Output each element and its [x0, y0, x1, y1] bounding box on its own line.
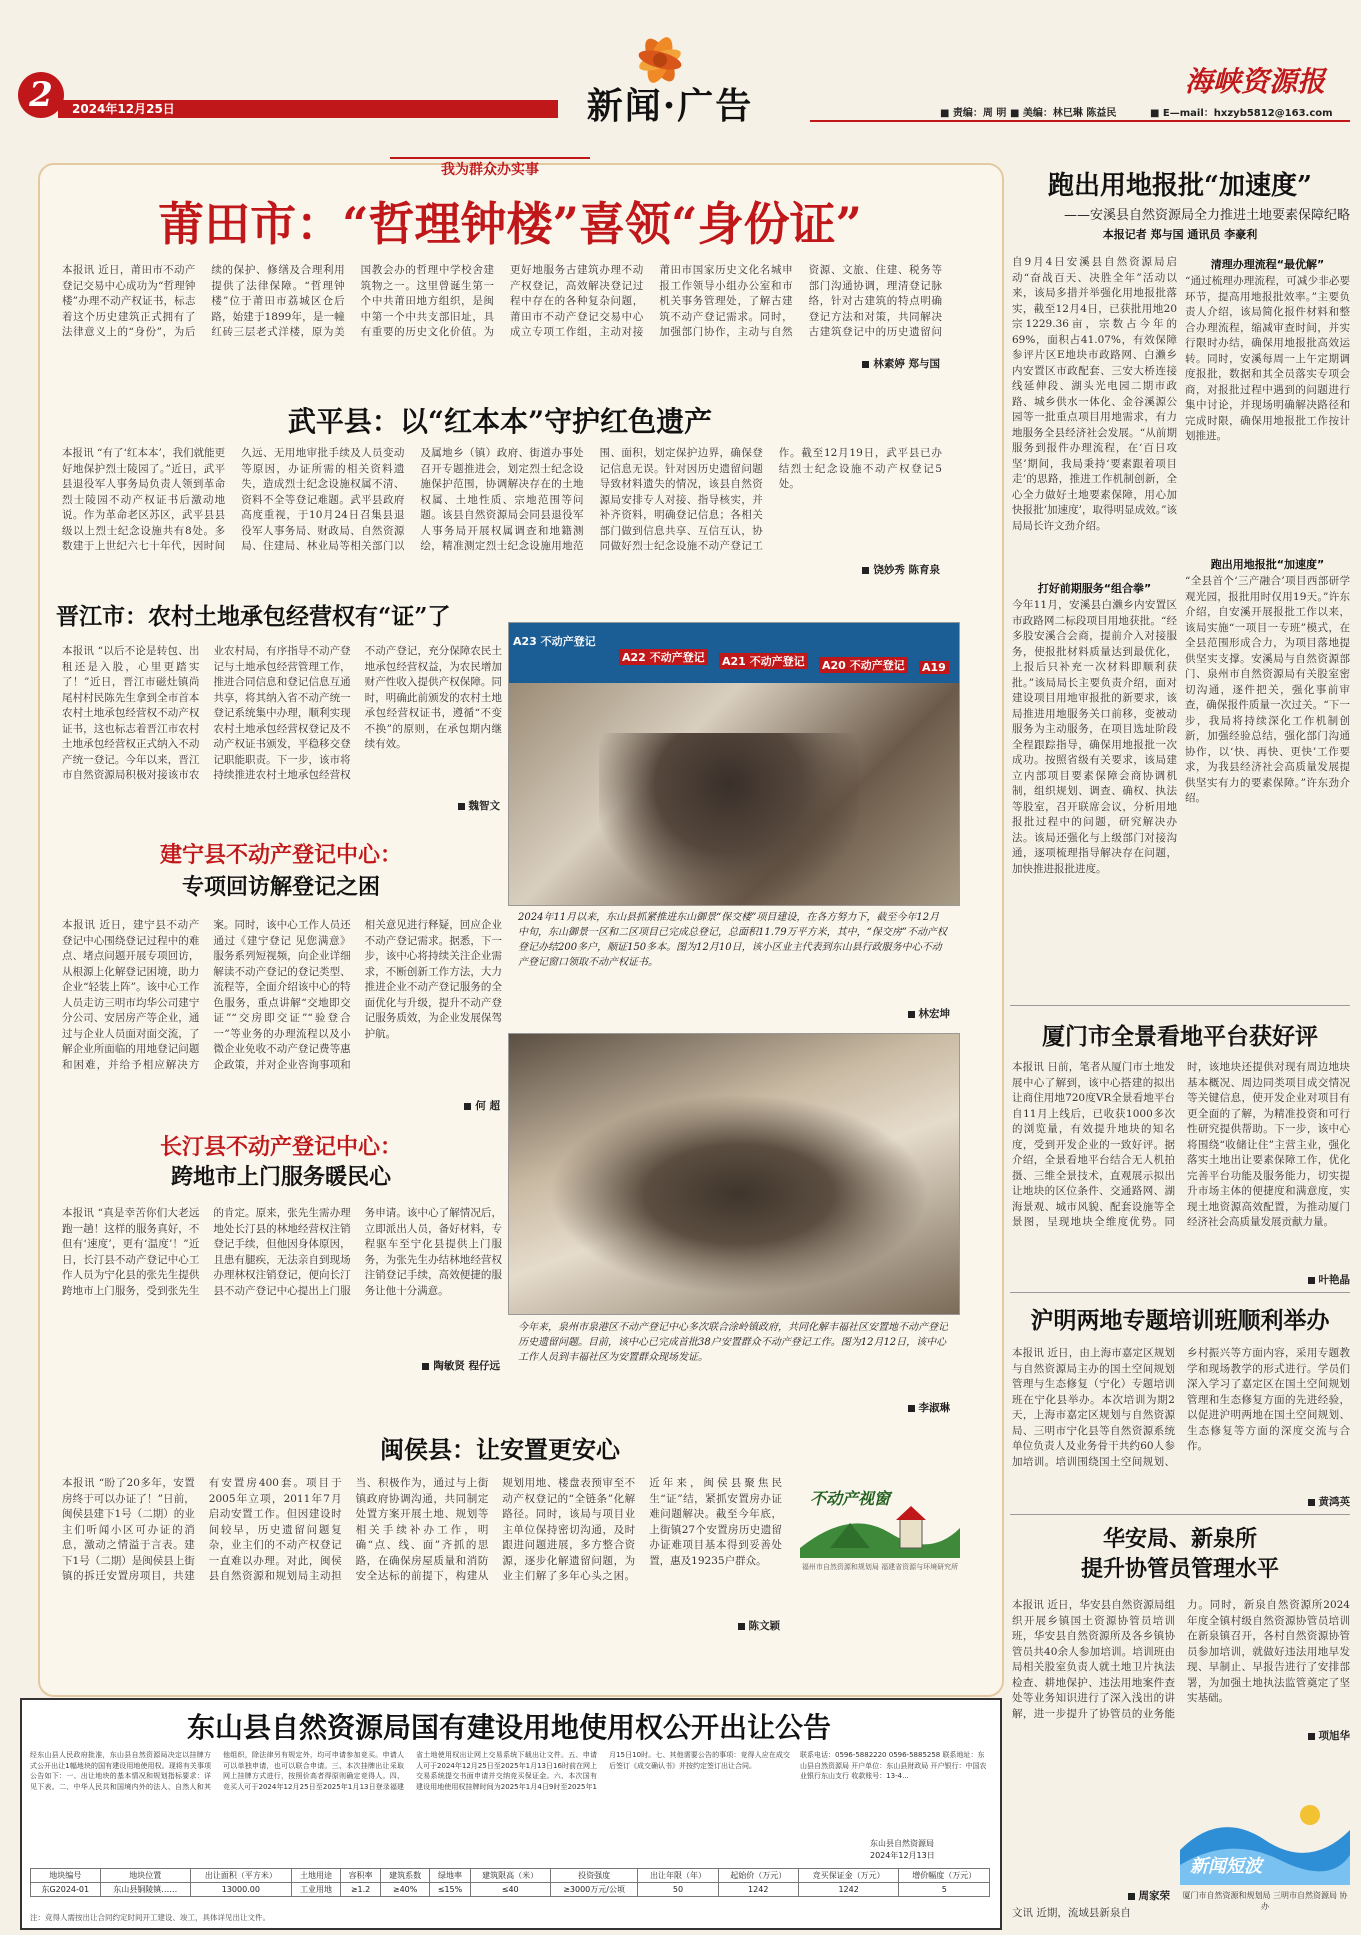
banner-box — [390, 157, 590, 181]
article-wuping-byline: 饶妙秀 陈育泉 — [780, 562, 940, 577]
right-article-xiamen-body: 本报讯 日前，笔者从厦门市土地发展中心了解到，该中心搭建的拟出让商住用地720度VR全景看地平台自11月上线后，已收获1000多次的浏览量，有效提升地块的知名度，受到开发企业的一致好评。据介绍，全景看地平台结合无人机拍摄、三维全景技术，直观展示拟出让地块的区位条件、交通路网、湖海景观、城市风貌、配套设施等全景图，呈现地块全维度优势。同时，该地块还提供对现有周边地块基本概况、周边同类项目成交情况等关键信息，使开发企业对项目有更全面的了解，为精准投资和可行性研究提供帮助。下一步，该中心将围绕“收储让住”主营主业，强化落实土地出让要素保障工作，优化完善平台功能及服务能力，切实提升市场主体的便捷度和满意度，实现土地资源高效配置，为推动厦门经济社会高质量发展贡献力量。 — [1012, 1061, 1350, 1228]
article-changting-body: 本报讯 “真是幸苦你们大老远跑一趟！这样的服务真好，不但有‘速度’，更有‘温度’！”近日，长汀县不动产登记中心工作人员为宁化县的张先生提供跨地市上门服务，受到张先生的肯定。原来，张先生需办理地处长汀县的林地经营权注销登记手续，但他因身体原因，且患有腿疾，无法亲自到现场办理林权注销登记，便向长汀县不动产登记中心提出上门服务申请。该中心了解情况后，立即派出人员，备好材料，专程驱车至宁化县提供上门服务，为张先生办结林地经营权注销登记手续，高效便捷的服务让他十分满意。 — [62, 1207, 502, 1297]
masthead — [0, 0, 1361, 130]
notice-table-header: 建筑限高（米） — [470, 1869, 550, 1883]
notice-table-cell: 工业用地 — [291, 1883, 341, 1897]
column-logo — [790, 1478, 970, 1598]
sign-a19: A19 — [919, 661, 949, 674]
article-minhou-title: 闽侯县：让安置更安心 — [380, 1435, 620, 1464]
notice-table-cell: 1242 — [798, 1883, 899, 1897]
notice-body: 经东山县人民政府批准，东山县自然资源局决定以挂牌方式公开出让1幅地块的国有建设用地使用权。现将有关事项公告如下：一、出让地块的基本情况和规划指标要求：详见下表。二、中华人民共和国境内外的法人、自然人和其他组织，除法律另有规定外，均可申请参加竞买。申请人可以单独申请，也可以联合申请。三、本次挂牌出让采取网上挂牌方式进行，按照价高者得原则确定竞得人。四、竞买人可于2024年12月25日至2025年1月13日登录福建省土地使用权出让网上交易系统下载出让文件。五、申请人可于2024年12月25日至2025年1月13日16时前在网上交易系统提交书面申请并交纳竞买保证金。六、本次国有建设用地使用权挂牌时间为2025年1月4日9时至2025年1月15日10时。七、其他需要公告的事项：竞得人应在成交后签订《成交确认书》并按约定签订出让合同。 — [30, 1751, 790, 1791]
right-article-anxi-title: 跑出用地报批“加速度” — [1048, 171, 1312, 201]
notice-table-header: 投资强度 — [550, 1869, 638, 1883]
article-jinjiang-body: 本报讯 “以后不论是转包、出租还是入股，心里更踏实了！”近日，晋江市磁灶镇尚尾村村民陈先生拿到全市首本农村土地承包经营权不动产权证书，这也标志着晋江市农村土地承包经营权正式纳入不动产统一登记。今年以来，晋江市自然资源局积极对接该市农业农村局，有序指导不动产登记与土地承包经营管理工作，推进合同信息和登记信息互通共享，将其纳入省不动产统一登记系统集中办理，顺利实现农村土地承包经营权登记及不动产权证书颁发，平稳移交登记职能职责。下一步，该市将持续推进农村土地承包经营权不动产登记，充分保障农民土地承包经营权益，为农民增加财产性收入提供产权保障。同时，明确此前颁发的农村土地承包经营权证书，遵循“不变不换”的原则，在承包期内继续有效。 — [62, 645, 502, 781]
notice-table-header: 起始价（万元） — [718, 1869, 798, 1883]
right-article-anxi-body-3: “通过梳理办理流程，可减少非必要环节，提高用地报批效率。”主要负责人介绍，该局简化报件材料和整合办理流程，缩减审查时间，并实行限时办结，确保用地报批高效运转。同时，安溪每周一上午定期调度报批，数据和其全员落实专项会商，对报批过程中遇到的问题进行集中讨论，并现场明确解决路径和完成时限，确保用地报批工作按计划推进。 — [1185, 275, 1350, 442]
right-article-huming-title: 沪明两地专题培训班顺利举办 — [1030, 1307, 1330, 1334]
section-title: 新闻·广告 — [586, 85, 754, 127]
notice-contact: 联系电话：0596-5882220 0596-5885258 联系地址：东山县自然资源局 开户单位：东山县财政局 开户银行：中国农业银行东山支行 收款账号：13-4... — [800, 1751, 987, 1780]
right-article-huaan-tail: 文讯 近期，流域县新泉自 — [1012, 1907, 1131, 1919]
article-jinjiang-byline: 魏智文 — [380, 798, 500, 813]
right-article-anxi-subhead-3: 跑出用地报批“加速度” — [1210, 558, 1325, 571]
photo-onsite-caption: 今年来，泉州市泉港区不动产登记中心多次联合涂岭镇政府，共同化解丰福社区安置地不动产登记历史遗留问题。目前，该中心已完成首批38户安置群众不动产登记工作。图为12月12日，该中心工作人员到丰福社区为安置群众现场发证。 — [518, 1322, 948, 1363]
date-text: 2024年12月25日 — [72, 102, 175, 116]
right-article-huaan-title-2: 提升协管员管理水平 — [1080, 1556, 1279, 1582]
divider-2 — [1010, 1292, 1350, 1293]
notice-table-header: 出让面积（平方米） — [191, 1869, 292, 1883]
notice-signature: 东山县自然资源局 — [870, 1839, 934, 1848]
article-changting-title-1: 长汀县不动产登记中心： — [159, 1134, 402, 1160]
right-article-anxi-subhead-1: 打好前期服务“组合拳” — [1037, 582, 1152, 595]
notice-table-cell: ≥1.2 — [341, 1883, 380, 1897]
article-changting-byline: 陶敏贤 程仔远 — [360, 1358, 500, 1373]
email-credit: ■ E—mail：hxzyb5812@163.com — [1150, 108, 1333, 119]
photo-certificate-caption: 2024年11月以来，东山县抓紧推进东山御景“保交楼”项目建设，在各方努力下，截至今年12月中旬，东山御景一区和二区项目已完成总登记，总面积11.79万平方米，其中，“保交房”不动产权登记办结200多户，顺证150多本。图为12月10日，该小区业主代表到东山县行政服务中心不动产登记窗口领取不动产权证书。 — [518, 912, 947, 968]
article-jianning-body: 本报讯 近日，建宁县不动产登记中心围绕登记过程中的难点、堵点问题开展专项回访，从根源上化解登记困境，助力企业“轻装上阵”。该中心工作人员走访三明市均华公司建宁分公司、安居房产等企业，通过与企业人员面对面交流，了解企业所面临的用地登记问题和困难，并给予相应解决方案。同时，该中心工作人员还通过《建宁登记 见您满意》服务系列短视频，向企业详细解读不动产登记的登记类型、流程等，全面介绍该中心的特色服务，重点讲解“交地即交证”“交房即交证”“验登合一”等业务的办理流程以及小微企业免收不动产登记费等惠企政策，并对企业咨询事项和相关意见进行释疑，回应企业不动产登记需求。据悉，下一步，该中心将持续关注企业需求，不断创新工作方法，大力推进企业不动产登记服务的全面优化与升级，提升不动产登记服务质效，为企业发展保驾护航。 — [62, 919, 502, 1071]
article-minhou-byline: 陈文颖 — [640, 1618, 780, 1633]
article-wuping-title-accent — [250, 404, 346, 434]
right-article-huming-body: 本报讯 近日，由上海市嘉定区规划与自然资源局主办的国土空间规划管理与生态修复（宁化）专题培训班在宁化县举办。本次培训为期2天，上海市嘉定区规划与自然资源局、三明市宁化县等自然资源系统单位负责人及业务骨干共约60人参加培训。培训围绕国土空间规划、乡村振兴等方面内容，采用专题教学和现场教学的形式进行。学员们深入学习了嘉定区在国土空间规划管理和生态修复方面的先进经验，以促进沪明两地在国土空间规划、生态修复等方面的深度交流与合作。 — [1012, 1347, 1350, 1468]
article-jianning-title-2: 专项回访解登记之困 — [181, 874, 380, 900]
article-changting-title-2: 跨地市上门服务暖民心 — [170, 1164, 391, 1190]
article-jianning-title-1: 建宁县不动产登记中心： — [159, 842, 402, 868]
right-article-huaan-byline: 项旭华 — [1240, 1728, 1350, 1743]
article-putian-byline: 林素婷 郑与国 — [780, 356, 940, 371]
notice-table-header: 建筑系数 — [380, 1869, 430, 1883]
notice-table-header: 容积率 — [341, 1869, 380, 1883]
notice-table-cell: ≤15% — [430, 1883, 470, 1897]
notice-table-cell: ≥3000万元/公顷 — [550, 1883, 638, 1897]
sign-a23: A23 不动产登记 — [513, 635, 596, 648]
right-article-anxi-subtitle: ——安溪县自然资源局全力推进土地要素保障纪略 — [1063, 208, 1350, 223]
article-putian-title: 莆田市：“哲理钟楼”喜领“身份证” — [158, 197, 862, 251]
right-article-anxi-subhead-2: 清理办理流程“最优解” — [1210, 258, 1325, 271]
crowd-silhouette — [599, 733, 859, 905]
article-wuping-body: 本报讯 “有了‘红本本’，我们就能更好地保护烈士陵园了。”近日，武平县退役军人事务局负责人领到革命烈士陵园不动产权证书后激动地说。作为革命老区苏区，武平县县级以上烈士纪念设施共有8处。多数建于上世纪六七十年代，因时间久远、无用地审批手续及人员变动等原因，办证所需的相关资料遗失，造成烈士纪念设施权属不清、资料不全等登记难题。武平县政府高度重视，于10月24日召集县退役军人事务局、财政局、自然资源局、住建局、林业局等相关部门以及属地乡（镇）政府、街道办事处召开专题推进会，划定烈士纪念设施保护范围，协调解决存在的土地权属、土地性质、宗地范围等问题。该县自然资源局会同县退役军人事务局开展权属调查和地籍测绘，精准测定烈士纪念设施用地范围、面积，划定保护边界，确保登记信息无误。针对因历史遗留问题导致材料遗失的情况，该县自然资源局安排专人对接、指导核实，并补齐资料，明确登记信息；各相关部门做到信息共享、互信互认，协同做好烈士纪念设施不动产登记工作。截至12月19日，武平县已办结烈士纪念设施不动产权登记5处。 — [62, 447, 942, 552]
article-jianning-byline: 何 超 — [380, 1098, 500, 1113]
news-shortwave-label: 新闻短波 — [1190, 1856, 1262, 1877]
page-number: 2 — [29, 75, 53, 115]
designer-credit: ■ 美编：林巳琳 陈益民 — [1010, 108, 1117, 119]
notice-date: 2024年12月13日 — [870, 1851, 935, 1860]
notice-table-cell: 1242 — [718, 1883, 798, 1897]
photo-onsite-byline: 李淑琳 — [840, 1400, 950, 1415]
notice-title: 东山县自然资源局国有建设用地使用权公开出让公告 — [186, 1711, 831, 1744]
sign-a21: A21 不动产登记 — [719, 653, 808, 669]
people-group-silhouette — [549, 1094, 929, 1294]
notice-table-header: 竞买保证金（万元） — [798, 1869, 899, 1883]
masthead-rule — [810, 120, 1350, 122]
right-article-huming-byline: 黄鸿英 — [1240, 1494, 1350, 1509]
notice-table-header: 地块位置 — [100, 1869, 190, 1883]
article-wuping-title: 武平县：以“红本本”守护红色遗产 — [287, 405, 713, 438]
notice-table-cell: ≤40 — [470, 1883, 550, 1897]
notice-table-header: 地块编号 — [31, 1869, 101, 1883]
right-article-xiamen-title: 厦门市全景看地平台获好评 — [1042, 1023, 1318, 1050]
column-logo-label: 不动产视窗 — [810, 1489, 891, 1508]
notice-table-cell: 东G2024-01 — [31, 1883, 101, 1897]
photo-certificate-byline: 林宏坤 — [840, 1006, 950, 1021]
right-article-anxi-body-4: “全县首个‘三产融合’项目西部研学观光园，报批用时仅用19天。”许东介绍，自安溪开展报批工作以来，该局实施“一项目一专班”模式，在全县范围形成合力，为项目落地提供坚实支撑。安溪局与自然资源部门、泉州市自然资源局有关股室密切沟通，逐件把关，强化事前审查，确保报件质量一次过关。“下一步，我局将持续深化工作机制创新，加强经验总结，强化部门沟通协作，以‘快、再快、更快’工作要求，为我县经济社会高质量发展提供坚实有力的要素保障。”许东劲介绍。 — [1185, 575, 1350, 804]
article-jinjiang-title: 晋江市：农村土地承包经营权有“证”了 — [56, 603, 451, 630]
right-article-anxi-body: 自9月4日安溪县自然资源局启动“奋战百天、决胜全年”活动以来，该局多措并举强化用地报批落实，截至12月4日，已获批用地20宗1229.36亩，宗数占今年的69%，面积占41.07%，有效保障参评片区E地块市政路网、白濑乡内安置区市政配套、三安大桥连接线延伸段、湖头光电园二期市政路、城乡供水一体化、金谷溪源公园等一批重点项目用地需求，有力地服务全县经济社会发展。“从前期服务到报件办理流程，在‘百日攻坚’期间，我局秉持‘要素跟着项目走’的思路，推进工作机制创新，全心全力做好土地要素保障，用心加快报批‘加速度’，取得明显成效。”该局局长许文劲介绍。 — [1012, 256, 1177, 532]
notice-table-header: 绿地率 — [430, 1869, 470, 1883]
notice-table-header: 增价幅度（万元） — [899, 1869, 990, 1883]
paper-name-logo: 海峡资源报 — [1185, 65, 1326, 98]
notice-table-cell: 东山县铜陵镇…… — [100, 1883, 190, 1897]
news-shortwave-logo — [1180, 1790, 1350, 1930]
sign-a20: A20 不动产登记 — [819, 657, 908, 673]
banner-text: 我为群众办实事 — [441, 162, 539, 178]
editor-credit: ■ 责编：周 明 — [940, 108, 1007, 119]
notice-footer: 注：竞得人需按出让合同约定时间开工建设、竣工，具体详见出让文件。 — [30, 1913, 270, 1922]
right-article-xiamen-byline: 叶艳晶 — [1240, 1272, 1350, 1287]
right-article-anxi-reporters: 本报记者 郑与国 通讯员 李豪利 — [1102, 228, 1258, 241]
notice-table-cell: 5 — [899, 1883, 990, 1897]
right-article-huaan-byline-2: 周家荣 — [1060, 1888, 1170, 1903]
photo-onsite-issuing — [508, 1033, 960, 1315]
notice-table-header: 土地用途 — [291, 1869, 341, 1883]
article-minhou-body: 本报讯 “盼了20多年，安置房终于可以办证了！”日前，闽侯县建下1号（二期）的业主们听闻小区可办证的消息，激动之情溢于言表。建下1号（二期）是闽侯县上街镇的拆迁安置房项目，共建有安置房400套。项目于2005年立项，2011年7月启动安置工作。但因建设时间较早，历史遗留问题复杂，业主们的不动产权登记一直难以办理。对此，闽侯县自然资源和规划局主动担当、积极作为，通过与上街镇政府协调沟通，共同制定处置方案开展土地、规划等相关手续补办工作，明确“点、线、面”齐抓的思路，在确保房屋质量和消防安全达标的前提下，构建从规划用地、楼盘表预审至不动产权登记的“全链条”化解路径。同时，该局与项目业主单位保持密切沟通，及时跟进问题进展，多方整合资源，逐步化解遗留问题，为业主们解了多年心头之困。近年来，闽侯县聚焦民生“证”结，紧抓安置房办证难问题解决。截至今年底，上街镇27个安置房历史遗留办证难项目基本得到妥善处置，惠及19235户群众。 — [62, 1477, 782, 1582]
right-article-huaan-body: 本报讯 近日，华安县自然资源局组织开展乡镇国土资源协管员培训班，华安县自然资源所及各乡镇协管员共40余人参加培训。培训班由局相关股室负责人就土地卫片执法检查、耕地保护、违法用地案件查处等业务知识进行了深入浅出的讲解，进一步提升了协管员的业务能力。同时，新泉自然资源所2024年度全镇村级自然资源协管员培训在新泉镇召开，各村自然资源协管员参加培训，就做好违法用地早发现、早制止、早报告进行了安排部署，为加强土地执法监管奠定了坚实基础。 — [1012, 1599, 1350, 1720]
divider-1 — [1010, 1005, 1350, 1006]
notice-table-cell: ≥40% — [380, 1883, 430, 1897]
notice-table — [30, 1868, 990, 1897]
news-shortwave-sub: 厦门市自然资源和规划局 三明市自然资源局 协办 — [1182, 1891, 1348, 1911]
column-logo-sub: 福州市自然资源和规划局 福建省资源与环境研究所 — [801, 1563, 959, 1571]
notice-table-cell: 50 — [638, 1883, 718, 1897]
divider-3 — [1010, 1514, 1350, 1515]
article-putian-body: 本报讯 近日，莆田市不动产登记交易中心成功为“哲理钟楼”办理不动产权证书，标志着这个历史建筑正式拥有了法律意义上的“身份”，为后续的保护、修缮及合理利用提供了法律保障。“哲理钟楼”位于莆田市荔城区仓后路，始建于1899年，是一幢红砖三层老式洋楼，原为美国教会办的哲理中学校舍建筑物之一。这里曾诞生第一个中共莆田地方组织，是闽中第一个中共支部旧址，具有重要的历史文化价值。为更好地服务古建筑办理不动产权登记，高效解决登记过程中存在的各种复杂问题，莆田市不动产登记交易中心成立专项工作组，主动对接莆田市国家历史文化名城申报工作领导小组办公室和市机关事务管理处，了解古建筑不动产登记需求。同时，加强部门协作，主动与自然资源、文旅、住建、税务等部门沟通协调，理清登记脉络，针对古建筑的特点明确登记方法和对策，共同解决古建筑登记中的历史遗留问 — [62, 264, 942, 338]
right-article-huaan-title-1: 华安局、新泉所 — [1102, 1526, 1257, 1552]
sign-a22: A22 不动产登记 — [619, 649, 708, 665]
photo-certificate-ceremony — [508, 622, 960, 906]
right-article-anxi-body-2: 今年11月，安溪县白濑乡内安置区市政路网二标段项目用地获批。“经多股安溪合会商，提前介入对接服务，使报批材料质量达到最优化，上报后只补充一次材料即顺利获批。”该局局长主要负责介绍，面对建设项目用地审报批的新要求，该局推进用地服务关口前移，变被动服务为主动服务，在项目选址阶段全程跟踪指导，确保用地报批一次成功。按照省级有关要求，该局建立内部项目要素保障会商协调机制，组织规划、调查、确权、执法等股室，召开联席会议，分析用地报批过程中的问题，研究解决办法。该局还强化与上级部门对接沟通，逐项梳理指导解决存在问题，加快推进报批进度。 — [1012, 599, 1177, 875]
notice-table-cell: 13000.00 — [191, 1883, 292, 1897]
notice-table-header: 出让年限（年） — [638, 1869, 718, 1883]
